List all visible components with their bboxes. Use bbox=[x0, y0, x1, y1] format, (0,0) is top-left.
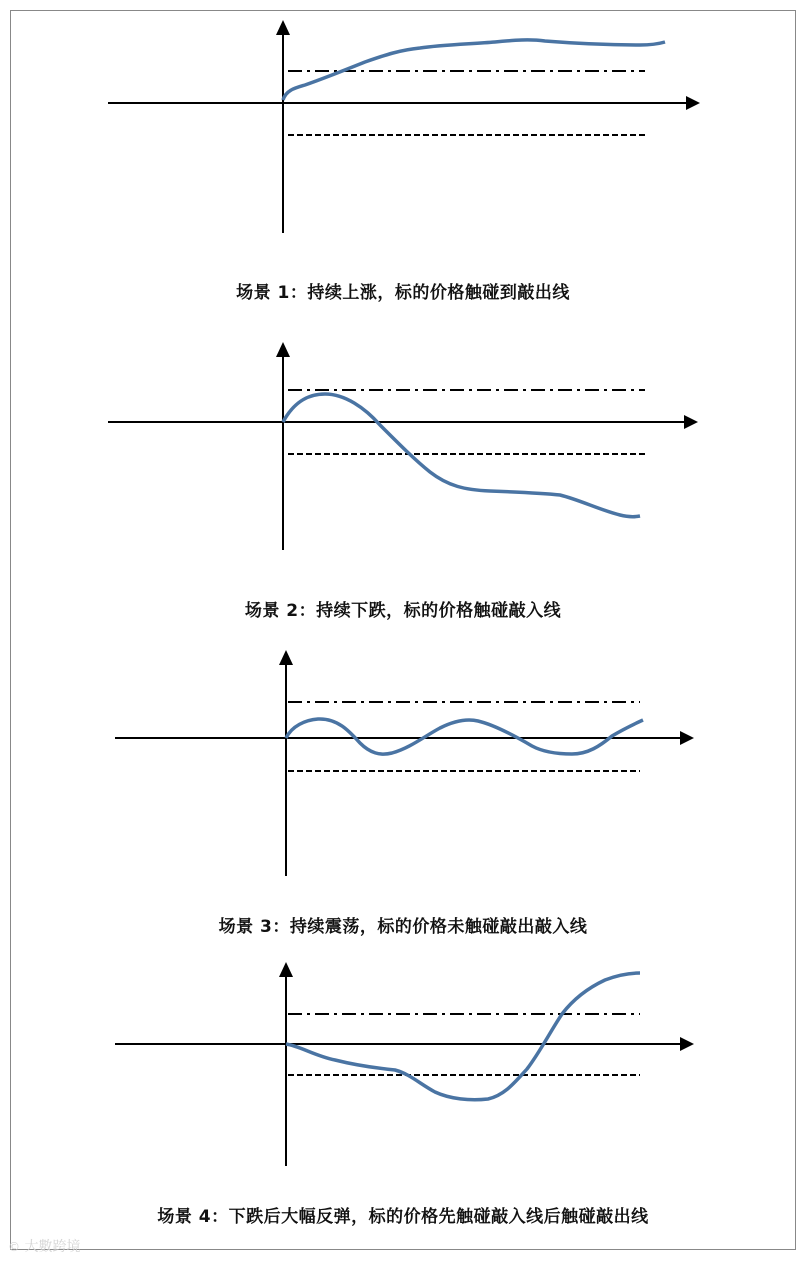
price-path bbox=[286, 719, 643, 754]
y-axis-arrow bbox=[279, 650, 293, 665]
scene-3-diagram bbox=[0, 640, 806, 880]
scene-3-caption: 场景 3：持续震荡，标的价格未触碰敲出敲入线 bbox=[218, 917, 588, 937]
price-path bbox=[283, 40, 665, 100]
scene-2-diagram bbox=[0, 330, 806, 560]
scene-2-caption: 场景 2：持续下跌，标的价格触碰敲入线 bbox=[244, 601, 562, 621]
scene-4-caption: 场景 4：下跌后大幅反弹，标的价格先触碰敲入线后触碰敲出线 bbox=[157, 1207, 649, 1227]
x-axis-arrow bbox=[684, 415, 698, 429]
watermark-text: 大數跨境 bbox=[24, 1239, 81, 1255]
x-axis-arrow bbox=[686, 96, 700, 110]
x-axis-arrow bbox=[680, 1037, 694, 1051]
y-axis-arrow bbox=[276, 342, 290, 357]
scene-4-diagram bbox=[0, 952, 806, 1172]
y-axis-arrow bbox=[279, 962, 293, 977]
x-axis-arrow bbox=[680, 731, 694, 745]
y-axis-arrow bbox=[276, 20, 290, 35]
scene-1-caption: 场景 1：持续上涨，标的价格触碰到敲出线 bbox=[236, 283, 570, 303]
price-path bbox=[283, 394, 640, 517]
scene-1-diagram bbox=[0, 0, 806, 250]
price-path bbox=[286, 973, 640, 1100]
watermark bbox=[8, 1236, 80, 1256]
watermark-logo-icon: © bbox=[8, 1240, 20, 1254]
